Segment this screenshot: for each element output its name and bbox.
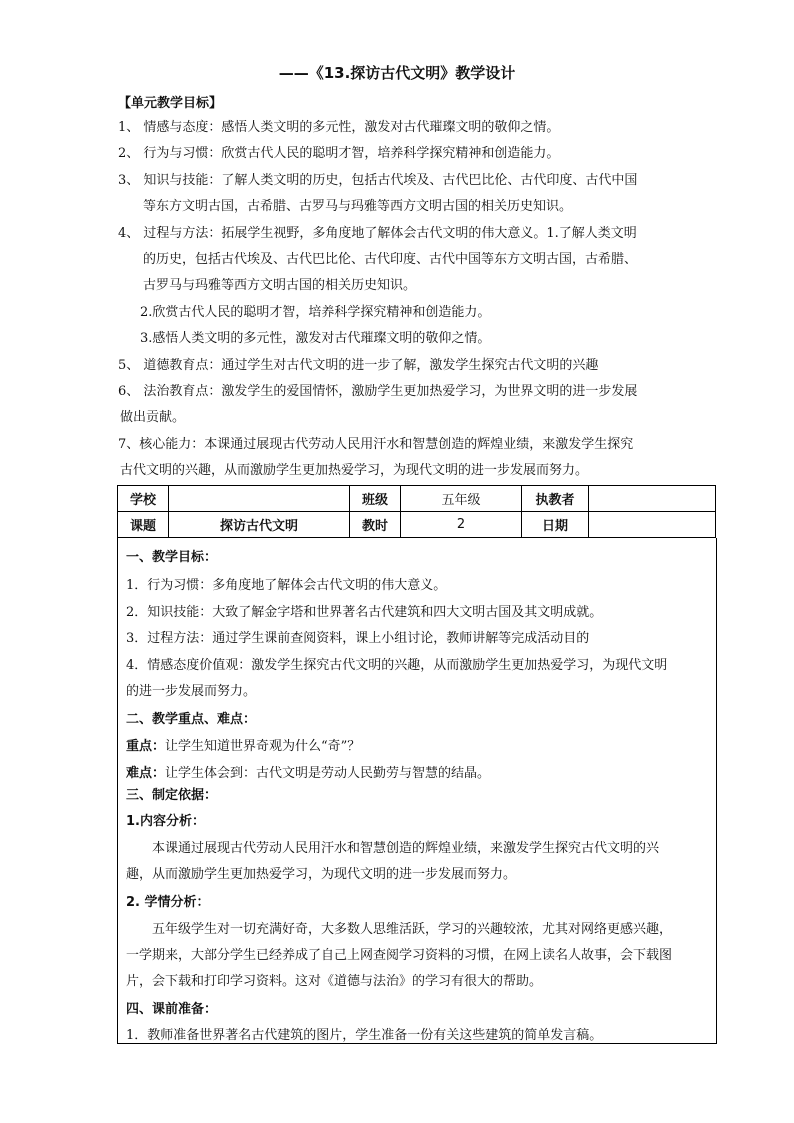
date-label: 日期 — [522, 512, 589, 538]
objective-line: 做出贡献。 — [120, 410, 186, 425]
unit-objectives-heading: 【单元教学目标】 — [118, 96, 223, 111]
objective-line: 7、核心能力：本课通过展现古代劳动人民用汗水和智慧创造的辉煌业绩，来激发学生探究 — [118, 437, 634, 452]
lesson-content-box — [117, 538, 717, 1044]
key-point-text: 让学生知道世界奇观为什么“奇”？ — [165, 739, 361, 754]
objective-line: 6、 法治教育点：激发学生的爱国情怀，激励学生更加热爱学习，为世界文明的进一步发展 — [118, 384, 638, 399]
section-heading: 四、课前准备： — [126, 1002, 218, 1017]
teacher-label: 执教者 — [522, 486, 589, 512]
difficult-point-label: 难点： — [126, 766, 166, 781]
objective-line: 古罗马与玛雅等西方文明古国的相关历史知识。 — [143, 278, 417, 293]
paragraph-line: 本课通过展现古代劳动人民用汗水和智慧创造的辉煌业绩，来激发学生探究古代文明的兴 — [126, 841, 660, 856]
key-point-label: 重点： — [126, 739, 166, 754]
topic-value: 探访古代文明 — [169, 512, 350, 538]
class-value: 五年级 — [401, 486, 522, 512]
subsection-heading: 1.内容分析： — [126, 814, 205, 829]
prep-item: 1．教师准备世界著名古代建筑的图片，学生准备一份有关这些建筑的简单发言稿。 — [126, 1028, 603, 1043]
goal-item: 1．行为习惯：多角度地了解体会古代文明的伟大意义。 — [126, 578, 447, 593]
paragraph-line: 一学期来，大部分学生已经养成了自己上网查阅学习资料的习惯，在网上读名人故事，会下载图 — [126, 948, 673, 963]
school-value — [169, 486, 350, 512]
section-heading: 二、教学重点、难点： — [126, 712, 257, 727]
hours-value: 2 — [401, 512, 522, 538]
goal-item: 3．过程方法：通过学生课前查阅资料，课上小组讨论，教师讲解等完成活动目的 — [126, 631, 590, 646]
topic-label: 课题 — [118, 512, 169, 538]
section-heading: 一、教学目标： — [126, 550, 218, 565]
goal-item: 4．情感态度价值观：激发学生探究古代文明的兴趣，从而激励学生更加热爱学习，为现代文明 — [126, 658, 668, 673]
objective-line: 3、 知识与技能：了解人类文明的历史，包括古代埃及、古代巴比伦、古代印度、古代中国 — [118, 173, 638, 188]
section-heading: 三、制定依据： — [126, 788, 218, 803]
teacher-value — [589, 486, 716, 512]
difficult-point — [126, 762, 490, 781]
key-point — [126, 735, 360, 754]
class-label: 班级 — [350, 486, 401, 512]
goal-item: 2．知识技能：大致了解金字塔和世界著名古代建筑和四大文明古国及其文明成就。 — [126, 605, 603, 620]
document-title: ——《13.探访古代文明》教学设计 — [278, 64, 516, 82]
school-label: 学校 — [118, 486, 169, 512]
hours-label: 教时 — [350, 512, 401, 538]
objective-line: 2.欣赏古代人民的聪明才智，培养科学探究精神和创造能力。 — [140, 305, 491, 320]
paragraph-line: 五年级学生对一切充满好奇，大多数人思维活跃，学习的兴趣较浓，尤其对网络更感兴趣， — [126, 922, 673, 937]
paragraph-line: 片，会下载和打印学习资料。这对《道德与法治》的学习有很大的帮助。 — [126, 974, 543, 989]
objective-line: 2、 行为与习惯：欣赏古代人民的聪明才智，培养科学探究精神和创造能力。 — [118, 146, 560, 161]
objective-line: 的历史，包括古代埃及、古代巴比伦、古代印度、古代中国等东方文明古国，古希腊、 — [143, 252, 638, 267]
objective-line: 4、 过程与方法：拓展学生视野，多角度地了解体会古代文明的伟大意义。1.了解人类文明 — [118, 226, 637, 241]
objective-line: 5、 道德教育点：通过学生对古代文明的进一步了解，激发学生探究古代文明的兴趣 — [118, 358, 599, 373]
goal-item: 的进一步发展而努力。 — [126, 684, 257, 699]
objective-line: 古代文明的兴趣，从而激励学生更加热爱学习，为现代文明的进一步发展而努力。 — [120, 463, 589, 478]
date-value — [589, 512, 716, 538]
objective-line: 1、 情感与态度：感悟人类文明的多元性，激发对古代璀璨文明的敬仰之情。 — [118, 120, 560, 135]
lesson-info-table — [117, 485, 716, 538]
subsection-heading: 2. 学情分析： — [126, 895, 210, 910]
objective-line: 等东方文明古国，古希腊、古罗马与玛雅等西方文明古国的相关历史知识。 — [143, 199, 573, 214]
objective-line: 3.感悟人类文明的多元性，激发对古代璀璨文明的敬仰之情。 — [140, 331, 491, 346]
paragraph-line: 趣，从而激励学生更加热爱学习，为现代文明的进一步发展而努力。 — [126, 867, 517, 882]
difficult-point-text: 让学生体会到：古代文明是劳动人民勤劳与智慧的结晶。 — [165, 766, 491, 781]
